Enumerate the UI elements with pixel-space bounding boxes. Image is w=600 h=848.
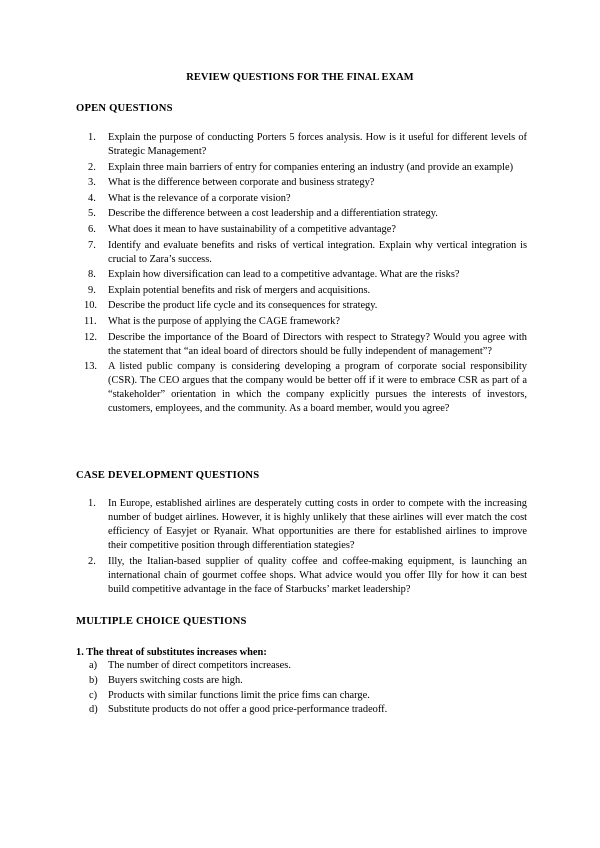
open-questions-list: [76, 131, 527, 418]
item-number: 1.: [88, 132, 96, 143]
document-title: REVIEW QUESTIONS FOR THE FINAL EXAM: [186, 72, 414, 83]
list-item: [76, 239, 527, 267]
item-text: Describe the difference between a cost leadership and a differentiation strategy.: [108, 208, 438, 220]
list-item: [76, 555, 527, 597]
list-item: [76, 268, 527, 282]
item-number: 3.: [88, 177, 96, 189]
list-item: [76, 360, 527, 416]
case-questions-heading: CASE DEVELOPMENT QUESTIONS: [76, 470, 260, 481]
open-questions-heading: OPEN QUESTIONS: [76, 103, 173, 114]
list-item: [76, 207, 527, 221]
item-number: 2.: [88, 161, 96, 173]
item-text: Illy, the Italian-based supplier of quality coffee and coffee-making equipment, is launching an international chain of gourmet coffee shops. What advice would you offer Illy for how it can best build competitive advantage in the face of Starbucks’ market leadership?: [108, 555, 527, 595]
item-text: What is the difference between corporate and business strategy?: [108, 177, 375, 189]
list-item: [76, 176, 527, 190]
option-letter: c): [89, 689, 98, 701]
item-number: 9.: [88, 284, 96, 296]
item-text: What is the relevance of a corporate vision?: [108, 192, 291, 204]
item-text: Explain how diversification can lead to a competitive advantage. What are the risks?: [108, 269, 460, 281]
item-number: 8.: [88, 269, 96, 281]
item-text: Describe the product life cycle and its consequences for strategy.: [108, 300, 378, 312]
item-number: 7.: [88, 239, 96, 251]
option-text: The number of direct competitors increases.: [108, 660, 291, 671]
item-number: 13.: [84, 361, 97, 373]
option-text: Products with similar functions limit the price fims can charge.: [108, 689, 370, 701]
item-number: 2.: [88, 555, 96, 567]
item-number: 1.: [88, 498, 96, 509]
item-number: 12.: [84, 331, 97, 343]
item-number: 11.: [84, 315, 97, 327]
item-text: What is the purpose of applying the CAGE framework?: [108, 315, 340, 327]
list-item: [76, 131, 527, 159]
list-item: [76, 192, 527, 206]
option-letter: b): [89, 674, 98, 686]
list-item: [76, 674, 527, 688]
option-text: Buyers switching costs are high.: [108, 674, 243, 686]
list-item: [76, 659, 527, 673]
item-text: Explain three main barriers of entry for companies entering an industry (and provide an example): [108, 161, 514, 173]
option-letter: a): [89, 660, 98, 671]
list-item: [76, 497, 527, 553]
list-item: [76, 315, 527, 329]
list-item: [76, 703, 527, 717]
list-item: [76, 223, 527, 237]
list-item: [76, 161, 527, 175]
item-text: A listed public company is considering developing a program of corporate social responsibility (CSR). The CEO argues that the company would be better off if it were to embrace CSR as part of a “stakeholder” orientation in which the company explicitly pursues the interests of investors, customers, employees, and the community. As a board member, would you agree?: [108, 361, 527, 415]
item-text: Explain the purpose of conducting Porters 5 forces analysis. How is it useful for different levels of Strategic Management?: [108, 132, 527, 157]
item-text: Explain potential benefits and risk of mergers and acquisitions.: [108, 284, 371, 296]
item-text: Describe the importance of the Board of Directors with respect to Strategy? Would you agree with the statement that “an ideal board of directors should be fully independent of management”?: [108, 331, 527, 357]
option-letter: d): [89, 704, 98, 716]
item-text: Identify and evaluate benefits and risks of vertical integration. Explain why vertical integration is crucial to Zara’s success.: [108, 239, 527, 265]
list-item: [76, 299, 527, 313]
item-number: 5.: [88, 208, 96, 220]
list-item: [76, 284, 527, 298]
item-number: 10.: [84, 300, 97, 312]
list-item: [76, 689, 527, 703]
multiple-choice-heading: MULTIPLE CHOICE QUESTIONS: [76, 616, 247, 627]
option-text: Substitute products do not offer a good price-performance tradeoff.: [108, 704, 388, 716]
item-number: 6.: [88, 223, 96, 235]
mc-options-list: [76, 659, 527, 718]
item-number: 4.: [88, 192, 96, 204]
case-questions-list: [76, 497, 527, 598]
item-text: In Europe, established airlines are desperately cutting costs in order to compete with the increasing number of budget airlines. However, it is highly unlikely that these airlines will ever match the cost efficiency of Easyjet or Ryanair. What opportunities are there for established airlines to improve their competitive position through differentiation stategies?: [108, 498, 527, 551]
mc-question-title: 1. The threat of substitutes increases when:: [76, 647, 267, 658]
item-text: What does it mean to have sustainability of a competitive advantage?: [108, 223, 396, 235]
list-item: [76, 331, 527, 359]
